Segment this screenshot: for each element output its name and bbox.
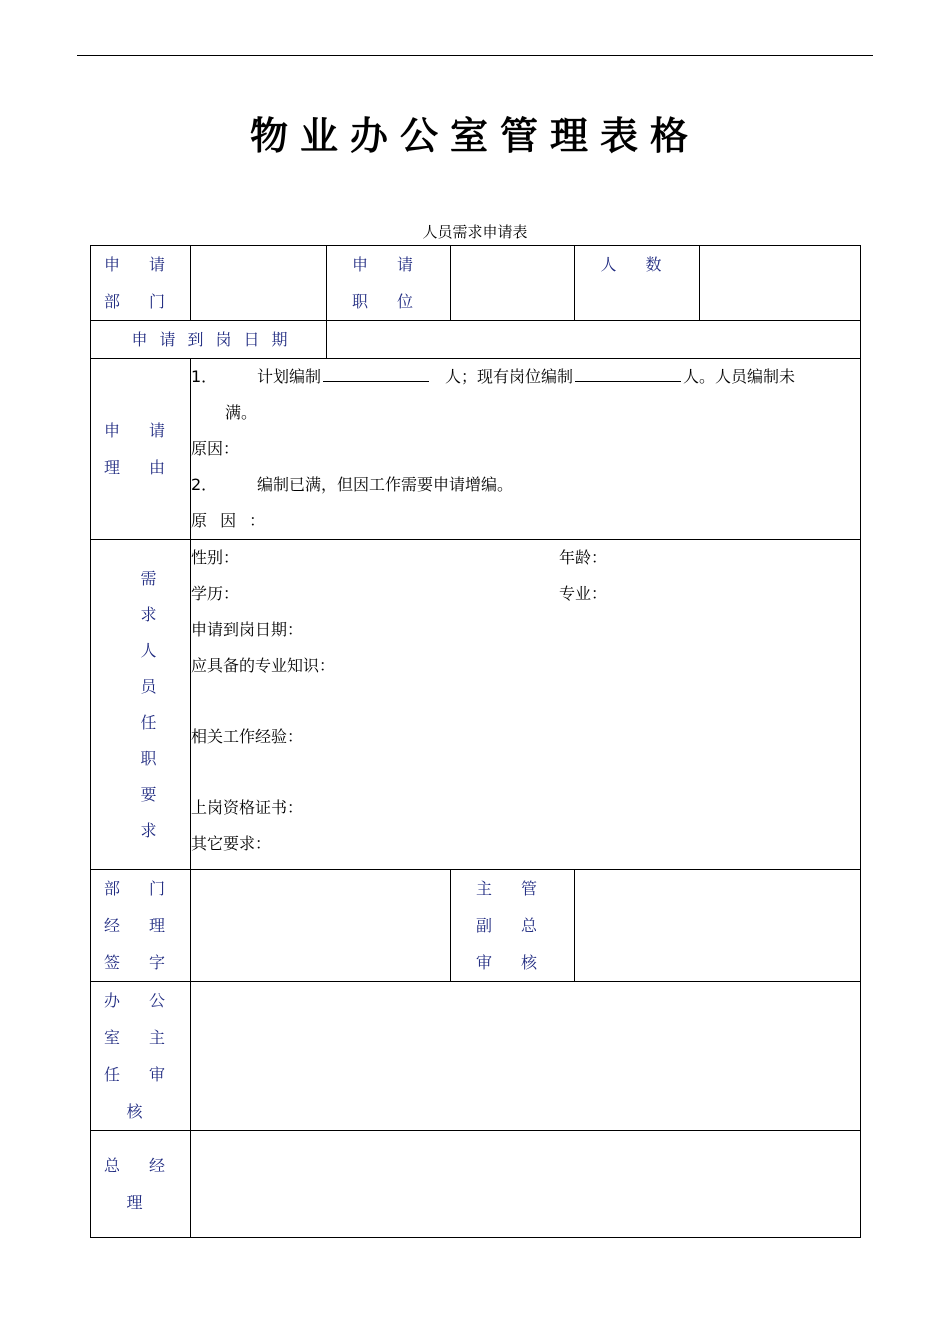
other-requirements: 其它要求： [191, 834, 272, 853]
label-position: 申 请 职 位 [327, 246, 451, 321]
label-vp-review: 主 管 副 总 审 核 [451, 870, 575, 982]
document-title: 物业办公室管理表格 [249, 114, 700, 158]
reason-item-2: 2． 编制已满，但因工作需要申请增编。 [191, 475, 514, 494]
label-headcount: 人 数 [575, 246, 700, 321]
label-reason: 申 请 理 由 [91, 359, 191, 540]
label-office-director: 办 公 室 主 任 审 核 [91, 982, 191, 1131]
req-arrival-date: 申请到岗日期： [191, 620, 304, 639]
label-dept: 申 请 部 门 [91, 246, 191, 321]
field-position[interactable] [451, 246, 575, 321]
knowledge: 应具备的专业知识： [191, 656, 336, 675]
reason-item-1: 1． 计划编制 人；现有岗位编制 人。人员编制未 [191, 359, 860, 395]
gender: 性别： [191, 548, 240, 567]
form-caption: 人员需求申请表 [422, 223, 528, 241]
personnel-request-form [90, 245, 861, 1238]
reason-content: 1． 计划编制 人；现有岗位编制 人。人员编制未 满。 原因： 2． 编制已满，但因工作需要申请增编。 原 因 ： [191, 359, 861, 540]
field-vp-review[interactable] [575, 870, 861, 982]
label-dept-manager: 部 门 经 理 签 字 [91, 870, 191, 982]
certificate: 上岗资格证书： [191, 798, 304, 817]
field-general-manager[interactable] [191, 1131, 861, 1238]
age: 年龄： [559, 548, 608, 567]
label-requirements: 需 求 人 员 任 职 要 求 [91, 540, 191, 870]
education: 学历： [191, 584, 240, 603]
major: 专业： [559, 584, 608, 603]
label-arrival-date: 申请到岗日期 [91, 321, 327, 359]
planned-quota-blank[interactable] [323, 361, 429, 382]
reason-2: 原 因 ： [191, 511, 270, 530]
requirements-content [191, 540, 861, 870]
experience: 相关工作经验： [191, 727, 304, 746]
reason-1: 原因： [191, 439, 240, 458]
header-rule [77, 55, 873, 56]
field-office-director[interactable] [191, 982, 861, 1131]
field-dept-manager-sign[interactable] [191, 870, 451, 982]
field-dept[interactable] [191, 246, 327, 321]
label-general-manager: 总 经 理 [91, 1131, 191, 1238]
field-arrival-date[interactable] [327, 321, 861, 359]
field-headcount[interactable] [700, 246, 861, 321]
current-quota-blank[interactable] [575, 361, 681, 382]
